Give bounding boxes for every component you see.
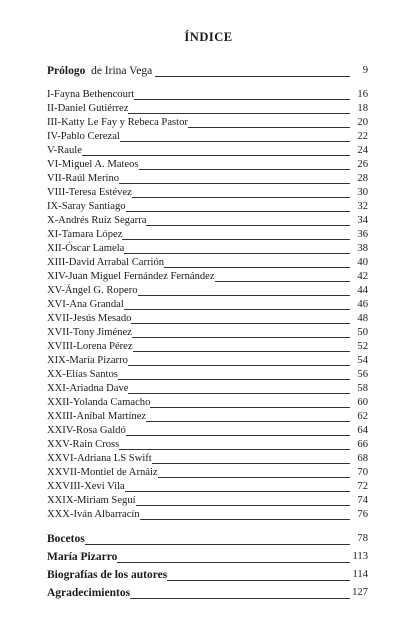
toc-entry xyxy=(47,354,368,368)
toc-entry xyxy=(47,228,368,242)
toc-entry-page: 32 xyxy=(357,201,368,212)
toc-entry xyxy=(47,466,368,480)
toc-entry-label: XXV-Rain Cross xyxy=(47,439,120,450)
leader-line xyxy=(47,155,350,156)
toc-entry xyxy=(47,382,368,396)
toc-entry-page: 60 xyxy=(357,397,368,408)
toc-entry-page: 42 xyxy=(357,271,368,282)
toc-entry xyxy=(47,270,368,284)
toc-entry xyxy=(47,438,368,452)
toc-entry-page: 28 xyxy=(357,173,368,184)
toc-entry xyxy=(47,242,368,256)
toc-entry xyxy=(47,548,368,566)
toc-entry xyxy=(47,508,368,522)
toc-entry-label: IX-Saray Santiago xyxy=(47,201,126,212)
toc-entry-page: 114 xyxy=(352,569,368,580)
toc-entry-label: IV-Pablo Cerezal xyxy=(47,131,120,142)
toc-entry xyxy=(47,340,368,354)
toc-entry-label: XXX-Iván Albarracín xyxy=(47,509,140,520)
page-title: ÍNDICE xyxy=(184,30,233,44)
toc-entry xyxy=(47,214,368,228)
toc-entry-page: 68 xyxy=(357,453,368,464)
toc-entry-label: XVIII-Lorena Pérez xyxy=(47,341,133,352)
toc-entry-label: XII-Óscar Lamela xyxy=(47,243,125,254)
toc-entry xyxy=(47,424,368,438)
toc-entries-list xyxy=(47,88,368,522)
toc-entry-page: 70 xyxy=(357,467,368,478)
toc-entry xyxy=(47,130,368,144)
toc-entry xyxy=(47,530,368,548)
toc-entry xyxy=(47,158,368,172)
toc-entry-page: 54 xyxy=(357,355,368,366)
toc-sections-list xyxy=(47,530,368,602)
toc-entry-label: II-Daniel Gutiérrez xyxy=(47,103,129,114)
toc-entry xyxy=(47,494,368,508)
toc-entry-page: 24 xyxy=(357,145,368,156)
toc-entry xyxy=(47,410,368,424)
toc-entry-label: XXVII-Montiel de Arnáiz xyxy=(47,467,158,478)
toc-entry-prologue xyxy=(47,62,368,80)
toc-entry-page: 58 xyxy=(357,383,368,394)
toc-entry xyxy=(47,312,368,326)
toc-entry-label: V-Raule xyxy=(47,145,82,156)
toc-entry-label: XXVI-Adriana LS Swift xyxy=(47,453,152,464)
toc-entry xyxy=(47,298,368,312)
toc-entry xyxy=(47,88,368,102)
prologue-block xyxy=(47,62,368,80)
toc-entry-page: 66 xyxy=(357,439,368,450)
toc-entry xyxy=(47,368,368,382)
toc-entry-label: Agradecimientos xyxy=(47,584,130,602)
toc-entry-label: XIII-David Arrabal Carrión xyxy=(47,257,165,268)
toc-entry xyxy=(47,200,368,214)
toc-entry-label: XVII-Tony Jiménez xyxy=(47,327,132,338)
toc-entry-page: 50 xyxy=(357,327,368,338)
toc-entry xyxy=(47,452,368,466)
toc-entry-page: 127 xyxy=(352,587,368,598)
toc-entry-label: XVI-Ana Grandal xyxy=(47,299,124,310)
toc-entry xyxy=(47,102,368,116)
toc-entry-label: VIII-Teresa Estévez xyxy=(47,187,132,198)
toc-entry-page: 30 xyxy=(357,187,368,198)
toc-entry-page: 44 xyxy=(357,285,368,296)
toc-entry-page: 20 xyxy=(357,117,368,128)
toc-entry-label: XXII-Yolanda Camacho xyxy=(47,397,151,408)
toc-entry xyxy=(47,584,368,602)
toc-entry-label: XXI-Ariadna Dave xyxy=(47,383,129,394)
toc-entry xyxy=(47,480,368,494)
toc-entry-page: 16 xyxy=(357,89,368,100)
toc-entry xyxy=(47,116,368,130)
toc-entry-label: XXIX-Miriam Seguí xyxy=(47,495,136,506)
toc-entry-label: María Pizarro xyxy=(47,548,117,566)
toc-entry-label: XIV-Juan Miguel Fernández Fernández xyxy=(47,271,215,282)
toc-entry-page: 74 xyxy=(357,495,368,506)
toc-entry-label: III-Katty Le Fay y Rebeca Pastor xyxy=(47,117,188,128)
toc-entry xyxy=(47,566,368,584)
toc-entry-page: 22 xyxy=(357,131,368,142)
toc-entry-label: XXIII-Aníbal Martínez xyxy=(47,411,147,422)
toc-entry-label: XX-Elías Santos xyxy=(47,369,118,380)
toc-entry xyxy=(47,396,368,410)
toc-entry-page: 36 xyxy=(357,229,368,240)
toc-entry-label: XXIV-Rosa Galdó xyxy=(47,425,126,436)
toc-entry-label: Bocetos xyxy=(47,530,85,548)
prologue-author: de Irina Vega xyxy=(91,65,153,77)
toc-entry-label: XV-Ángel G. Ropero xyxy=(47,285,138,296)
toc-entry-page: 34 xyxy=(357,215,368,226)
toc-entry-label: Biografías de los autores xyxy=(47,566,167,584)
toc-entry-page: 48 xyxy=(357,313,368,324)
toc-entry-page: 62 xyxy=(357,411,368,422)
toc-entry-page: 38 xyxy=(357,243,368,254)
toc-entry-page: 40 xyxy=(357,257,368,268)
toc-entry-label xyxy=(47,62,155,80)
toc-entry-page: 46 xyxy=(357,299,368,310)
toc-entry-label: VII-Raúl Merino xyxy=(47,173,120,184)
toc-entry xyxy=(47,326,368,340)
toc-entry-page: 113 xyxy=(352,551,368,562)
toc-entry-label: XIX-María Pizarro xyxy=(47,355,128,366)
prologue-label: Prólogo xyxy=(47,65,86,77)
toc-entry-page: 64 xyxy=(357,425,368,436)
toc-entry-label: VI-Miguel A. Mateos xyxy=(47,159,139,170)
toc-entry-label: XVII-Jesús Mesado xyxy=(47,313,132,324)
toc-entry-label: XXVIII-Xevi Vila xyxy=(47,481,125,492)
toc-entry-page: 72 xyxy=(357,481,368,492)
leader-line xyxy=(47,544,350,545)
toc-entry-label: I-Fayna Bethencourt xyxy=(47,89,135,100)
toc-entry-page: 78 xyxy=(357,533,368,544)
toc-entry-page: 76 xyxy=(357,509,368,520)
toc-entry-label: XI-Tamara López xyxy=(47,229,123,240)
toc-entry xyxy=(47,284,368,298)
toc-entry xyxy=(47,144,368,158)
toc-entry xyxy=(47,186,368,200)
toc-entry-page: 26 xyxy=(357,159,368,170)
toc-entry-page: 9 xyxy=(362,65,368,76)
toc-entry-page: 56 xyxy=(357,369,368,380)
toc-entry-label: X-Andrés Ruíz Segarra xyxy=(47,215,147,226)
toc-entry-page: 52 xyxy=(357,341,368,352)
toc-entry xyxy=(47,256,368,270)
toc-entry-page: 18 xyxy=(357,103,368,114)
toc-entry xyxy=(47,172,368,186)
